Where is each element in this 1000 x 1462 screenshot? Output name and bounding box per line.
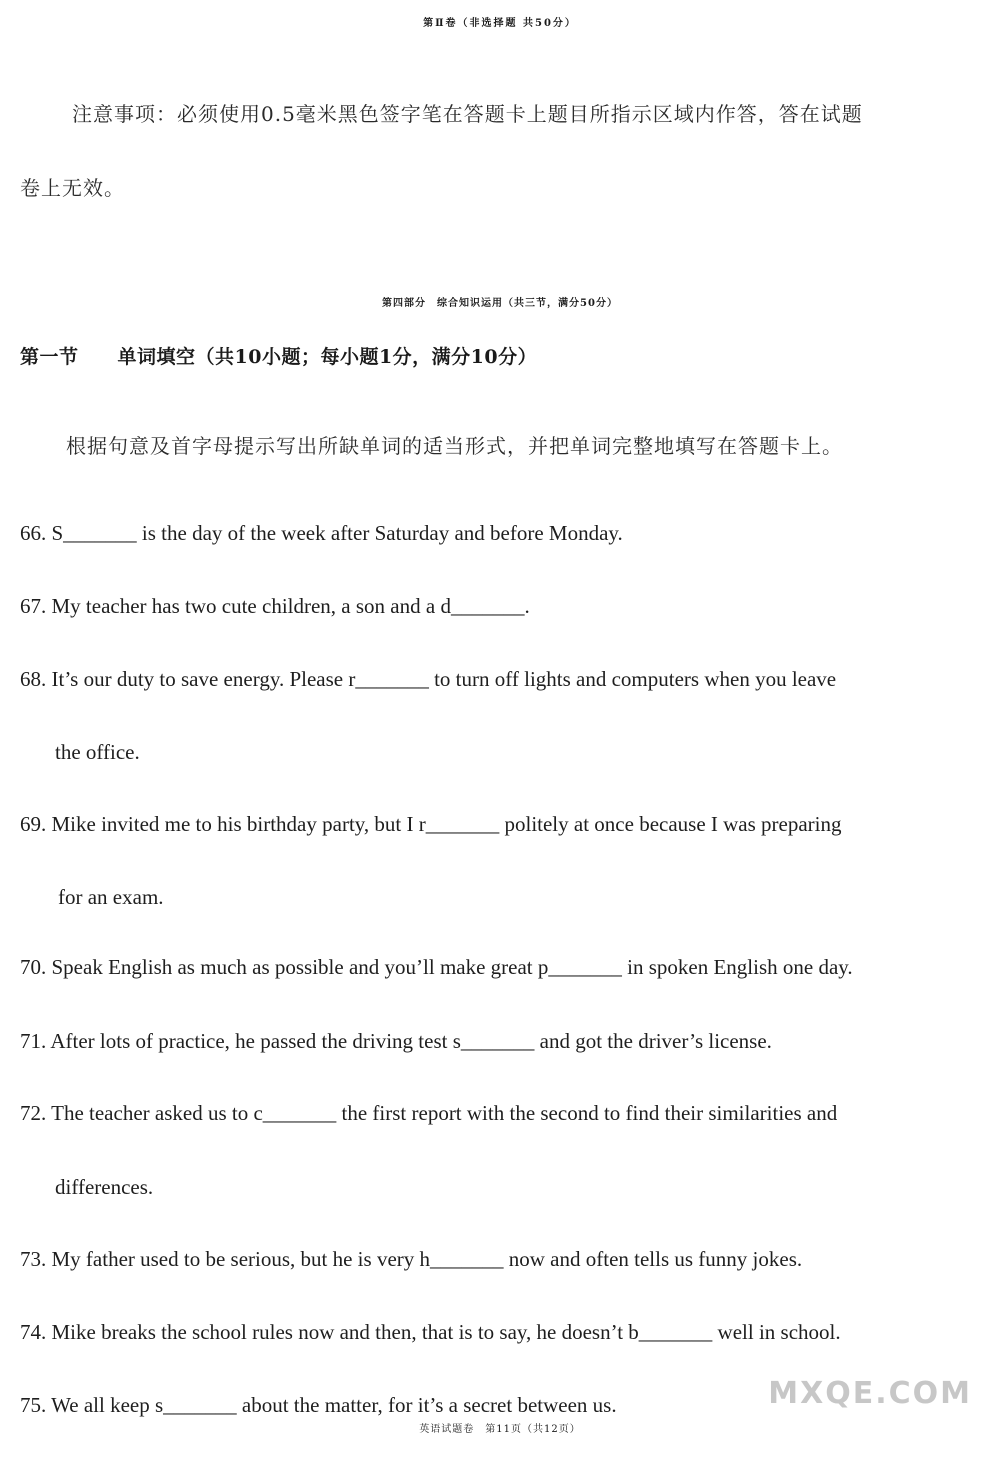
question-69: 69. Mike invited me to his birthday party, but I r_______ politely at once because I was preparing — [20, 812, 842, 836]
section-title: 第一节 单词填空（共10小题；每小题1分，满分10分） — [20, 346, 538, 368]
question-68-continued: the office. — [55, 740, 140, 764]
watermark: MXQE.COM — [768, 1376, 972, 1411]
question-66: 66. S_______ is the day of the week after Saturday and before Monday. — [20, 521, 623, 545]
question-69-continued: for an exam. — [58, 885, 164, 909]
notice-text-continued: 卷上无效。 — [20, 176, 125, 200]
question-75: 75. We all keep s_______ about the matter, for it’s a secret between us. — [20, 1393, 617, 1417]
question-72: 72. The teacher asked us to c_______ the first report with the second to find their similarities and — [20, 1101, 838, 1125]
question-67: 67. My teacher has two cute children, a son and a d_______. — [20, 594, 530, 618]
question-74: 74. Mike breaks the school rules now and then, that is to say, he doesn’t b_______ well in school. — [20, 1320, 841, 1344]
question-71: 71. After lots of practice, he passed the driving test s_______ and got the driver’s license. — [20, 1029, 772, 1053]
page-footer: 英语试题卷 第11页（共12页） — [419, 1424, 581, 1435]
question-68: 68. It’s our duty to save energy. Please r_______ to turn off lights and computers when you leave — [20, 667, 837, 691]
part-title: 第四部分 综合知识运用（共三节，满分50分） — [382, 298, 618, 309]
question-72-continued: differences. — [55, 1175, 154, 1199]
question-70: 70. Speak English as much as possible and you’ll make great p_______ in spoken English one day. — [20, 955, 853, 979]
paper-title: 第Ⅱ卷（非选择题 共50分） — [423, 18, 577, 29]
notice-text: 注意事项：必须使用0.5毫米黑色签字笔在答题卡上题目所指示区域内作答，答在试题 — [72, 102, 863, 126]
section-instruction: 根据句意及首字母提示写出所缺单词的适当形式，并把单词完整地填写在答题卡上。 — [66, 434, 843, 458]
question-73: 73. My father used to be serious, but he is very h_______ now and often tells us funny jokes. — [20, 1247, 803, 1271]
